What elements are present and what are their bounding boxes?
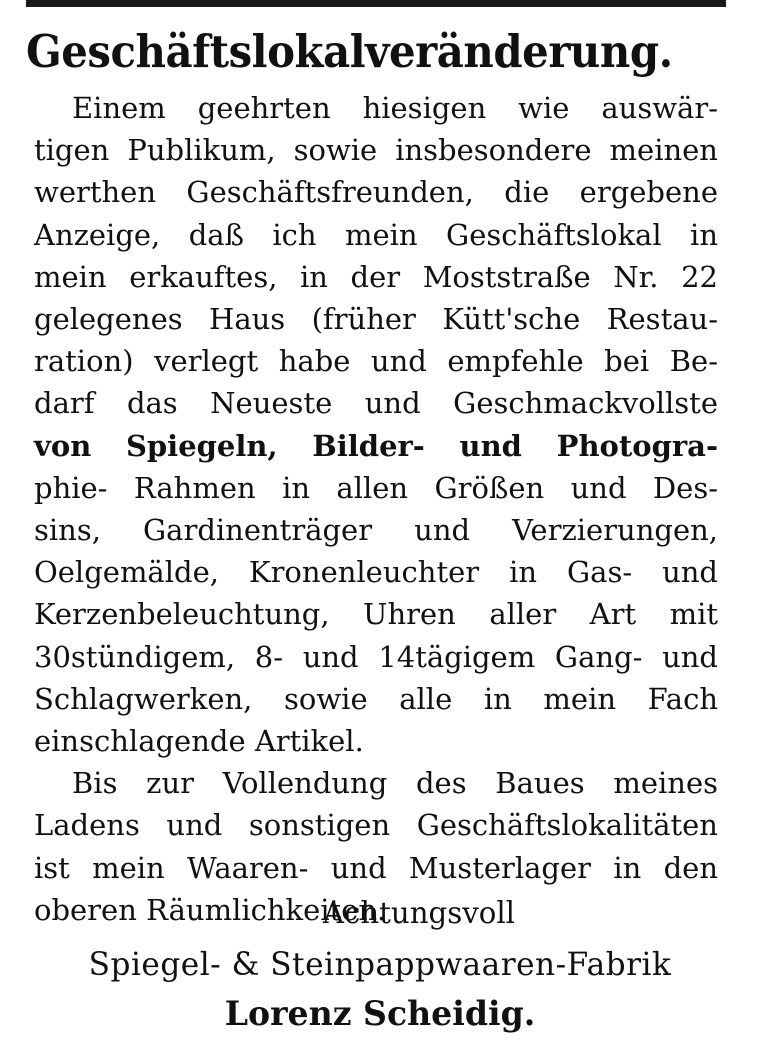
body-line: Oelgemälde, Kronenleuchter in Gas- und: [34, 555, 718, 589]
body-line: gelegenes Haus (früher Kütt'sche Restau-: [34, 302, 718, 336]
body-line: ist mein Waaren- und Musterlager in den: [34, 851, 718, 885]
body-line: von Spiegeln, Bilder- und Photogra-: [34, 429, 718, 463]
body-line: einschlagende Artikel.: [34, 724, 364, 758]
body-line: Einem geehrten hiesigen wie auswär-: [72, 91, 718, 125]
body-line: 30stündigem, 8- und 14tägigem Gang- und: [34, 640, 718, 674]
body-line: darf das Neueste und Geschmackvollste: [34, 386, 718, 420]
body-line: ration) verlegt habe und empfehle bei Be-: [34, 344, 718, 378]
greeting: Achtungsvoll: [322, 896, 516, 931]
advert-title: Geschäftslokalveränderung.: [26, 25, 673, 78]
body-line: Bis zur Vollendung des Baues meines: [72, 766, 718, 800]
owner-name: Lorenz Scheidig.: [224, 994, 536, 1034]
body-line: Anzeige, daß ich mein Geschäftslokal in: [34, 218, 718, 252]
body-line: mein erkauftes, in der Moststraße Nr. 22: [34, 260, 718, 294]
top-rule: [26, 0, 726, 7]
body-line: werthen Geschäftsfreunden, die ergebene: [34, 175, 718, 209]
body-line: Kerzenbeleuchtung, Uhren aller Art mit: [34, 597, 718, 631]
body-line: phie- Rahmen in allen Größen und Des-: [34, 471, 718, 505]
company-name: Spiegel- & Steinpappwaaren-Fabrik: [88, 945, 672, 983]
body-line: Ladens und sonstigen Geschäftslokalitäten: [34, 808, 718, 842]
body-line: oberen Räumlichkeiten.: [34, 893, 387, 927]
body-line: tigen Publikum, sowie insbesondere meinen: [34, 133, 718, 167]
body-line: Schlagwerken, sowie alle in mein Fach: [34, 682, 718, 716]
body-line: sins, Gardinenträger und Verzierungen,: [34, 513, 718, 547]
